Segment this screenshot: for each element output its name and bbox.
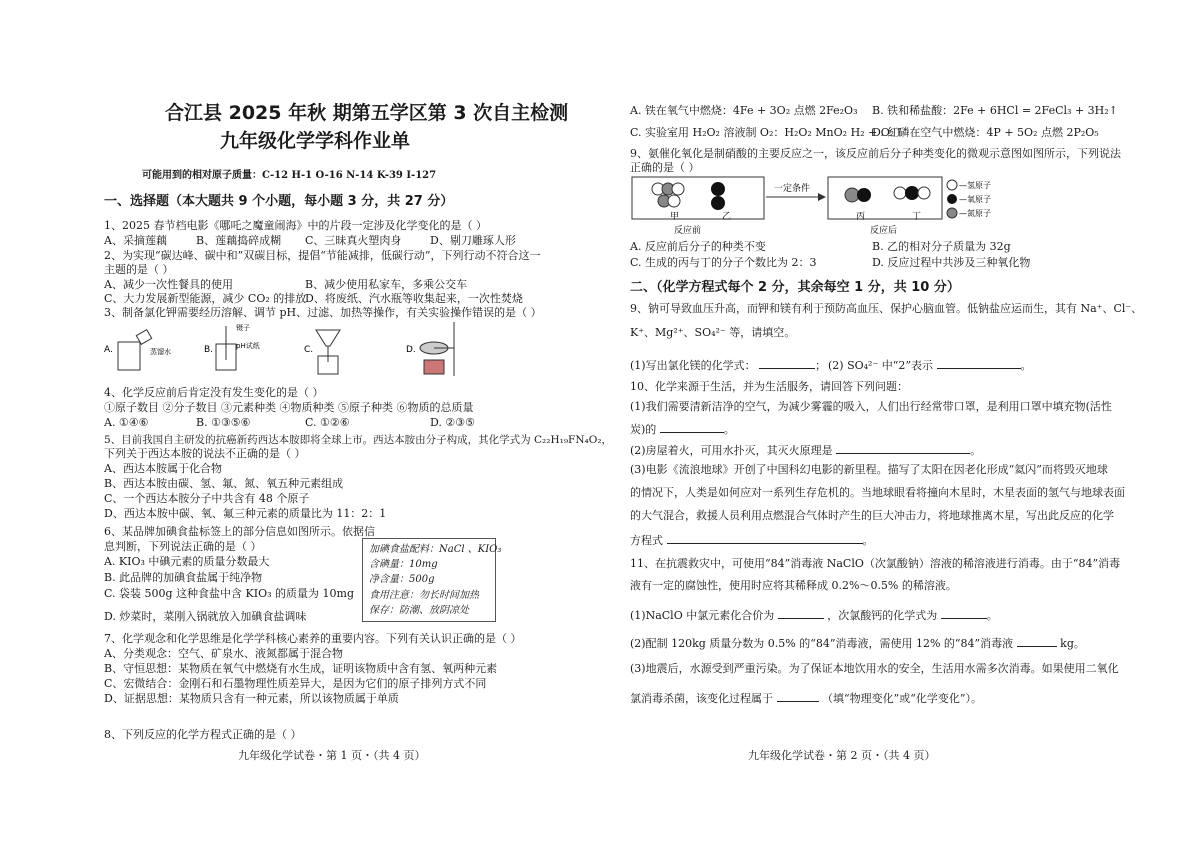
q9b-stem-1: 9、钠可导致血压升高，而钾和镁有利于预防高血压、保护心脑血管。低钠盐应运而生，其有 Na⁺、Cl⁻、	[630, 302, 1143, 315]
q9b-sub-1: (1)写出氯化镁的化学式： ；	[630, 359, 827, 372]
q9b-sub-1-text: (1)写出氯化镁的化学式：	[630, 359, 756, 372]
filtration-illustration	[316, 330, 340, 374]
q6-stem-2: 息判断，下列说法正确的是（ ）	[104, 540, 262, 553]
q10-3-line-1: (3)电影《流浪地球》开创了中国科幻电影的新里程。描写了太阳在因老化形成“氦闪”而将毁灭地球	[630, 463, 1108, 476]
q5-stem-2: 下列关于西达本胺的说法不正确的是（ ）	[104, 447, 306, 460]
fig-label-d: D.	[406, 345, 416, 355]
q4-opt-d: D. ②③⑤	[430, 416, 476, 429]
q10-3-line-3: 的大气混合，救援人员利用点燃混合气体时产生的巨大冲击力，将地球推离木星，写出此反应的化学	[630, 509, 1114, 522]
q8-opt-c: C. 实验室用 H₂O₂ 溶液制 O₂：H₂O₂ MnO₂ H₂ + O₂↑	[630, 126, 904, 139]
fig-label-a: A.	[104, 345, 113, 355]
q10-blank-1[interactable]	[660, 421, 724, 433]
q11-blank-2[interactable]	[941, 607, 987, 619]
salt-label-line-2: 含碘量：10mg	[369, 559, 438, 570]
q7-opt-b: B、守恒思想：某物质在氧气中燃烧有水生成，证明该物质中含有氢、氧两种元素	[104, 662, 498, 675]
q11-2	[630, 635, 1085, 651]
q10-blank-2[interactable]	[836, 442, 970, 454]
q10-1-text: 炭)的	[630, 423, 657, 436]
q9b-sub-2-text: (2) SO₄²⁻ 中“2”表示	[828, 359, 933, 372]
q10-1-line-2: 炭)的 。	[630, 423, 735, 436]
q9-opt-c: C. 生成的丙与丁的分子个数比为 2：3	[630, 256, 817, 269]
page-footer-1: 九年级化学试卷・第 1 页・（共 4 页）	[238, 749, 426, 762]
q9b-blank-2[interactable]	[937, 357, 1021, 369]
fig-label-c: C.	[304, 345, 314, 355]
q7-opt-a: A、分类观念：空气、矿泉水、液氮都属于混合物	[104, 647, 343, 660]
q11-1-text: (1)NaClO 中氯元素化合价为	[630, 609, 775, 622]
right-page	[600, 0, 1200, 849]
q3-figure	[104, 320, 484, 380]
section-2-heading: 二、（化学方程式每个 2 分，其余每空 1 分，共 10 分）	[630, 280, 960, 295]
legend-nitrogen: —氮原子	[959, 209, 991, 218]
q6-stem-1: 6、某品牌加碘食盐标签上的部分信息如图所示。依据信	[104, 525, 375, 538]
q8-opt-b: B. 铁和稀盐酸：2Fe + 6HCl = 2FeCl₃ + 3H₂↑	[872, 104, 1118, 117]
reactant-molecules	[652, 182, 725, 210]
q3-stem: 3、制备氯化钾需要经历溶解、调节 pH、过滤、加热等操作，有关实验操作错误的是（ ）	[104, 306, 542, 319]
q9-opt-d: D. 反应过程中共涉及三种氧化物	[872, 256, 1031, 269]
q10-1-line-1: (1)我们需要清新洁净的空气，为减少雾霾的吸入，人们出行经常带口罩，是利用口罩中填充物(活性	[630, 400, 1112, 413]
q8-stem: 8、下列反应的化学方程式正确的是（ ）	[104, 728, 302, 741]
q4-stem: 4、化学反应前后肯定没有发生变化的是（ ）	[104, 386, 324, 399]
q5-opt-c: C、一个西达本胺分子中共含有 48 个原子	[104, 492, 310, 505]
fig-text-ph-paper: pH试纸	[236, 342, 260, 350]
q5-opt-b: B、西达本胺由碳、氢、氟、氮、氧五种元素组成	[104, 477, 344, 490]
q6-opt-c: C. 袋装 500g 这种食盐中含 KIO₃ 的质量为 10mg	[104, 587, 354, 600]
q4-opt-b: B. ①③⑤⑥	[196, 416, 251, 429]
q11-1: (1)NaClO 中氯元素化合价为 ，次氯酸钙的化学式为 。	[630, 609, 998, 622]
before-box	[632, 177, 764, 219]
label-ding: 丁	[912, 212, 922, 222]
q6-opt-d: D. 炒菜时，菜刚入锅就放入加碘食盐调味	[104, 610, 307, 623]
q2-opt-d: D、将废纸、汽水瓶等收集起来，一次性焚烧	[305, 292, 523, 305]
q6-opt-a: A. KIO₃ 中碘元素的质量分数最大	[104, 555, 270, 568]
q4-opt-c: C. ①②⑥	[305, 416, 350, 429]
q10-3-text: 方程式	[630, 534, 663, 547]
q4-opt-a: A. ①④⑥	[104, 416, 149, 429]
fig-text-tweezers: 镊子	[236, 324, 250, 332]
q2-stem-2: 主题的是（ ）	[104, 263, 174, 276]
q5-stem-1: 5、目前我国自主研发的抗癌新药西达本胺即将全球上市。西达本胺由分子构成，其化学式为 C₂₂H₁₉FN₄O₂，	[104, 434, 613, 446]
q2-opt-b: B、减少使用私家车，多乘公交车	[305, 278, 468, 291]
q9b-sub-2: (2) SO₄²⁻ 中“2”表示 。	[828, 359, 1032, 372]
q11-1b-text: ，次氯酸钙的化学式为	[827, 609, 938, 622]
q10-blank-3[interactable]	[667, 532, 863, 544]
legend-nitrogen-icon	[947, 208, 957, 218]
q10-3-line-4: 方程式 。	[630, 534, 874, 547]
q9-opt-b: B. 乙的相对分子质量为 32g	[872, 240, 1011, 253]
label-jia: 甲	[670, 212, 680, 222]
q9-stem-2: 正确的是（ ）	[630, 161, 700, 174]
q9-reaction-diagram	[630, 175, 1000, 237]
q8-opt-a: A. 铁在氧气中燃烧：4Fe + 3O₂ 点燃 2Fe₂O₃	[630, 104, 858, 117]
q4-items: ①原子数目 ②分子数目 ③元素种类 ④物质种类 ⑤原子种类 ⑥物质的总质量	[104, 401, 474, 414]
q10-2-text: (2)房屋着火，可用水扑灭，其灭火原理是	[630, 444, 833, 457]
q11-3-text: 氯消毒杀菌，该变化过程属于	[630, 692, 773, 705]
q9b-stem-2: K⁺、Mg²⁺、SO₄²⁻ 等，请填空。	[630, 326, 796, 339]
title-line-1: 合江县 2025 年秋 期第五学区第 3 次自主检测	[165, 102, 569, 124]
label-bing: 丙	[856, 212, 866, 222]
salt-label-line-5: 保存：防潮、放阴凉处	[369, 605, 469, 616]
q11-3c-text: （填“物理变化”或“化学变化”）。	[822, 692, 982, 705]
q7-stem: 7、化学观念和化学思维是化学学科核心素养的重要内容。下列有关认识正确的是（ ）	[104, 632, 522, 645]
q2-opt-a: A、减少一次性餐具的使用	[104, 278, 233, 291]
q6-opt-b: B. 此品牌的加碘食盐属于纯净物	[104, 571, 263, 584]
q9-stem-1: 9、氨催化氧化是制硝酸的主要反应之一，该反应前后分子种类变化的微观示意图如图所示，下列说法	[630, 147, 1121, 160]
legend-oxygen: —氧原子	[959, 195, 991, 204]
salt-label-line-3: 净含量：500g	[369, 574, 435, 585]
q8-opt-d: D. 红磷在空气中燃烧：4P + 5O₂ 点燃 2P₂O₅	[872, 126, 1099, 139]
page-footer-2: 九年级化学试卷・第 2 页・（共 4 页）	[748, 749, 936, 762]
q10-stem: 10、化学来源于生活，并为生活服务，请回答下列问题：	[630, 380, 908, 393]
q11-2b-text: kg。	[1060, 637, 1085, 650]
product-molecules	[845, 186, 930, 202]
q1-opt-c: C、三昧真火塑肉身	[305, 234, 402, 247]
q7-opt-d: D、证据思想：某物质只含有一种元素，所以该物质属于单质	[104, 692, 399, 705]
legend-oxygen-icon	[947, 194, 957, 204]
heating-illustration	[420, 322, 454, 376]
title-line-2: 九年级化学学科作业单	[220, 130, 411, 152]
atomic-masses: 可能用到的相对原子质量：C-12 H-1 O-16 N-14 K-39 I-127	[142, 170, 437, 181]
beaker-pour-illustration	[118, 330, 171, 370]
salt-label-line-1: 加碘食盐配料：NaCl 、KIO₃	[369, 544, 502, 555]
q2-opt-c: C、大力发展新型能源，减少 CO₂ 的排放	[104, 292, 307, 305]
q10-2: (2)房屋着火，可用水扑灭，其灭火原理是 。	[630, 444, 982, 457]
q9-opt-a: A. 反应前后分子的种类不变	[630, 240, 766, 253]
q2-stem-1: 2、为实现“碳达峰、碳中和”双碳目标，提倡“节能减排，低碳行动”，下列行动不符合这一	[104, 249, 541, 262]
section-1-heading: 一、选择题（本大题共 9 个小题，每小题 3 分，共 27 分）	[104, 194, 454, 209]
q11-blank-4[interactable]	[777, 690, 819, 702]
q11-3-line-2	[630, 690, 982, 706]
q1-opt-a: A、采摘莲藕	[104, 234, 167, 247]
q7-opt-c: C、宏微结合：金刚石和石墨物理性质差异大，是因为它们的原子排列方式不同	[104, 677, 487, 690]
q11-stem-1: 11、在抗震救灾中，可使用“84”消毒液 NaClO（次氯酸钠）溶液的稀溶液进行消毒。由于“84”消毒	[630, 557, 1121, 570]
fig-label-b: B.	[204, 345, 214, 355]
ph-test-illustration	[216, 323, 260, 370]
label-condition: 一定条件	[774, 184, 811, 194]
q1-opt-b: B、莲藕捣碎成糊	[196, 234, 282, 247]
q10-3-line-2: 的情况下，人类是如何应对一系列生存危机的。当地球眼看将撞向木星时，木星表面的氢气与地球表面	[630, 486, 1125, 499]
label-before: 反应前	[674, 226, 702, 236]
fig-text-water: 蒸馏水	[150, 348, 171, 356]
q1-stem: 1、2025 春节档电影《哪吒之魔童闹海》中的片段一定涉及化学变化的是（ ）	[104, 219, 487, 232]
q11-3-line-1: (3)地震后，水源受到严重污染。为了保证本地饮用水的安全，生活用水需多次消毒。如果使用二氧化	[630, 662, 1119, 675]
q1-opt-d: D、剔刀雕琢人形	[430, 234, 516, 247]
q11-blank-1[interactable]	[778, 607, 824, 619]
q9b-blank-1[interactable]	[759, 357, 815, 369]
q11-blank-3[interactable]	[1017, 635, 1057, 647]
legend-hydrogen-icon	[947, 180, 957, 190]
q5-opt-a: A、西达本胺属于化合物	[104, 462, 222, 475]
q11-2-text: (2)配制 120kg 质量分数为 0.5% 的“84”消毒液，需使用 12% 的“84”消毒液	[630, 637, 1014, 650]
label-yi: 乙	[722, 212, 732, 222]
label-after: 反应后	[870, 226, 898, 236]
legend-hydrogen: —氢原子	[959, 181, 991, 190]
salt-label-line-4: 食用注意：勿长时间加热	[369, 590, 479, 601]
q5-opt-d: D、西达本胺中碳、氧、氟三种元素的质量比为 11：2：1	[104, 507, 387, 520]
q11-stem-2: 液有一定的腐蚀性，使用时应将其稀释成 0.2%～0.5% 的稀溶液。	[630, 579, 957, 592]
salt-label-box	[362, 538, 502, 622]
